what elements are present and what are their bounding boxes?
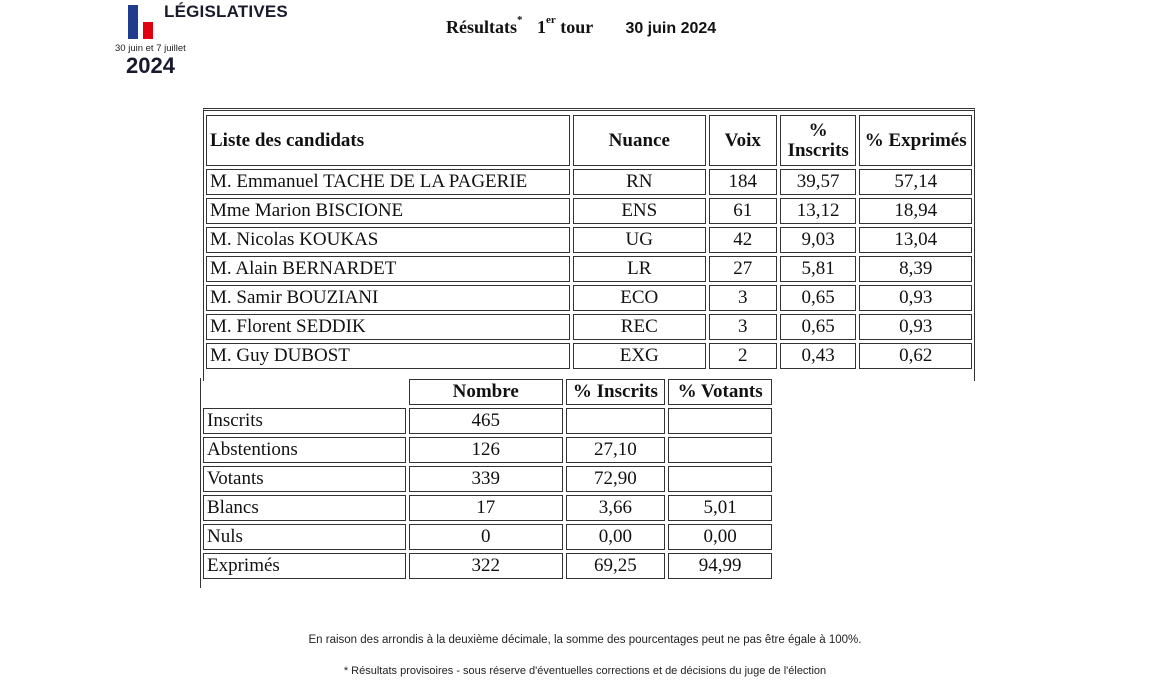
candidate-nuance: ENS (573, 198, 706, 224)
table-row (206, 169, 972, 195)
flag-red-bar (143, 22, 153, 39)
summary-pct-inscrits: 3,66 (566, 495, 666, 521)
candidate-nuance: REC (573, 314, 706, 340)
logo-dates: 30 juin et 7 juillet (115, 43, 186, 54)
candidate-name: M. Guy DUBOST (206, 343, 570, 369)
summary-pct-inscrits (566, 408, 666, 434)
table-row (206, 343, 972, 369)
table-row (203, 553, 772, 579)
candidate-voix: 61 (709, 198, 777, 224)
header-pct-inscrits (780, 115, 856, 166)
rounding-note: En raison des arrondis à la deuxième décimale, la somme des pourcentages peut ne pas être égale à 100%. (308, 634, 862, 646)
summary-label: Nuls (203, 524, 406, 550)
candidate-pct-exprimes: 8,39 (859, 256, 972, 282)
header-candidates: Liste des candidats (206, 115, 570, 166)
summary-pct-votants (668, 437, 772, 463)
legislatives-logo (112, 2, 302, 82)
summary-label: Exprimés (203, 553, 406, 579)
summary-pct-inscrits: 27,10 (566, 437, 666, 463)
candidates-table (203, 112, 975, 372)
candidate-pct-inscrits: 0,43 (780, 343, 856, 369)
table-row (206, 285, 972, 311)
header-pct-symbol: % (808, 119, 828, 141)
candidates-header-row (206, 115, 972, 166)
summary-header-row (203, 379, 772, 405)
round-suffix: er (546, 14, 556, 26)
summary-nombre: 0 (409, 524, 563, 550)
header-voix: Voix (709, 115, 777, 166)
title-asterisk: * (517, 14, 523, 26)
round-number: 1 (537, 17, 546, 37)
summary-header-empty (203, 379, 406, 405)
title-text: Résultats (446, 17, 517, 37)
table-row (206, 256, 972, 282)
header-pct-exprimes: % Exprimés (859, 115, 972, 166)
candidate-voix: 184 (709, 169, 777, 195)
candidate-pct-inscrits: 9,03 (780, 227, 856, 253)
candidate-pct-inscrits: 5,81 (780, 256, 856, 282)
candidate-name: Mme Marion BISCIONE (206, 198, 570, 224)
summary-pct-inscrits: 69,25 (566, 553, 666, 579)
table-row (203, 408, 772, 434)
candidate-nuance: LR (573, 256, 706, 282)
logo-title: LÉGISLATIVES (164, 2, 288, 21)
round-word: tour (560, 17, 593, 37)
header-nuance: Nuance (573, 115, 706, 166)
candidate-nuance: EXG (573, 343, 706, 369)
summary-pct-votants (668, 408, 772, 434)
candidate-name: M. Florent SEDDIK (206, 314, 570, 340)
table-row (203, 466, 772, 492)
summary-label: Blancs (203, 495, 406, 521)
page-title (446, 14, 717, 38)
table-row (203, 524, 772, 550)
candidate-pct-inscrits: 0,65 (780, 314, 856, 340)
flag-blue-bar (128, 5, 138, 39)
candidate-voix: 42 (709, 227, 777, 253)
table-row (203, 495, 772, 521)
summary-pct-votants: 5,01 (668, 495, 772, 521)
candidate-name: M. Alain BERNARDET (206, 256, 570, 282)
candidate-pct-exprimes: 0,93 (859, 285, 972, 311)
summary-label: Votants (203, 466, 406, 492)
logo-year: 2024 (126, 53, 175, 78)
table-row (206, 198, 972, 224)
candidate-name: M. Emmanuel TACHE DE LA PAGERIE (206, 169, 570, 195)
candidate-name: M. Nicolas KOUKAS (206, 227, 570, 253)
summary-header-nombre: Nombre (409, 379, 563, 405)
summary-nombre: 339 (409, 466, 563, 492)
summary-nombre: 126 (409, 437, 563, 463)
summary-pct-inscrits: 72,90 (566, 466, 666, 492)
election-date: 30 juin 2024 (625, 20, 717, 37)
candidate-pct-inscrits: 0,65 (780, 285, 856, 311)
candidate-voix: 3 (709, 285, 777, 311)
summary-table (200, 376, 775, 582)
summary-nombre: 17 (409, 495, 563, 521)
summary-pct-votants: 94,99 (668, 553, 772, 579)
candidate-pct-exprimes: 13,04 (859, 227, 972, 253)
summary-nombre: 465 (409, 408, 563, 434)
summary-nombre: 322 (409, 553, 563, 579)
candidate-nuance: UG (573, 227, 706, 253)
summary-header-pct-inscrits: % Inscrits (566, 379, 666, 405)
candidate-voix: 27 (709, 256, 777, 282)
summary-label: Abstentions (203, 437, 406, 463)
summary-pct-votants (668, 466, 772, 492)
candidate-voix: 3 (709, 314, 777, 340)
candidate-nuance: RN (573, 169, 706, 195)
candidate-voix: 2 (709, 343, 777, 369)
summary-header-pct-votants: % Votants (668, 379, 772, 405)
candidate-name: M. Samir BOUZIANI (206, 285, 570, 311)
candidate-pct-exprimes: 0,93 (859, 314, 972, 340)
table-row (206, 314, 972, 340)
candidate-pct-inscrits: 13,12 (780, 198, 856, 224)
round-label (537, 14, 593, 37)
summary-pct-inscrits: 0,00 (566, 524, 666, 550)
candidate-nuance: ECO (573, 285, 706, 311)
summary-label: Inscrits (203, 408, 406, 434)
provisional-note: * Résultats provisoires - sous réserve d'éventuelles corrections et de décisions du juge de l'élection (343, 665, 827, 677)
candidate-pct-exprimes: 0,62 (859, 343, 972, 369)
header-inscrits-word: Inscrits (787, 139, 849, 161)
candidate-pct-exprimes: 18,94 (859, 198, 972, 224)
table-row (206, 227, 972, 253)
candidate-pct-inscrits: 39,57 (780, 169, 856, 195)
table-row (203, 437, 772, 463)
candidate-pct-exprimes: 57,14 (859, 169, 972, 195)
summary-pct-votants: 0,00 (668, 524, 772, 550)
